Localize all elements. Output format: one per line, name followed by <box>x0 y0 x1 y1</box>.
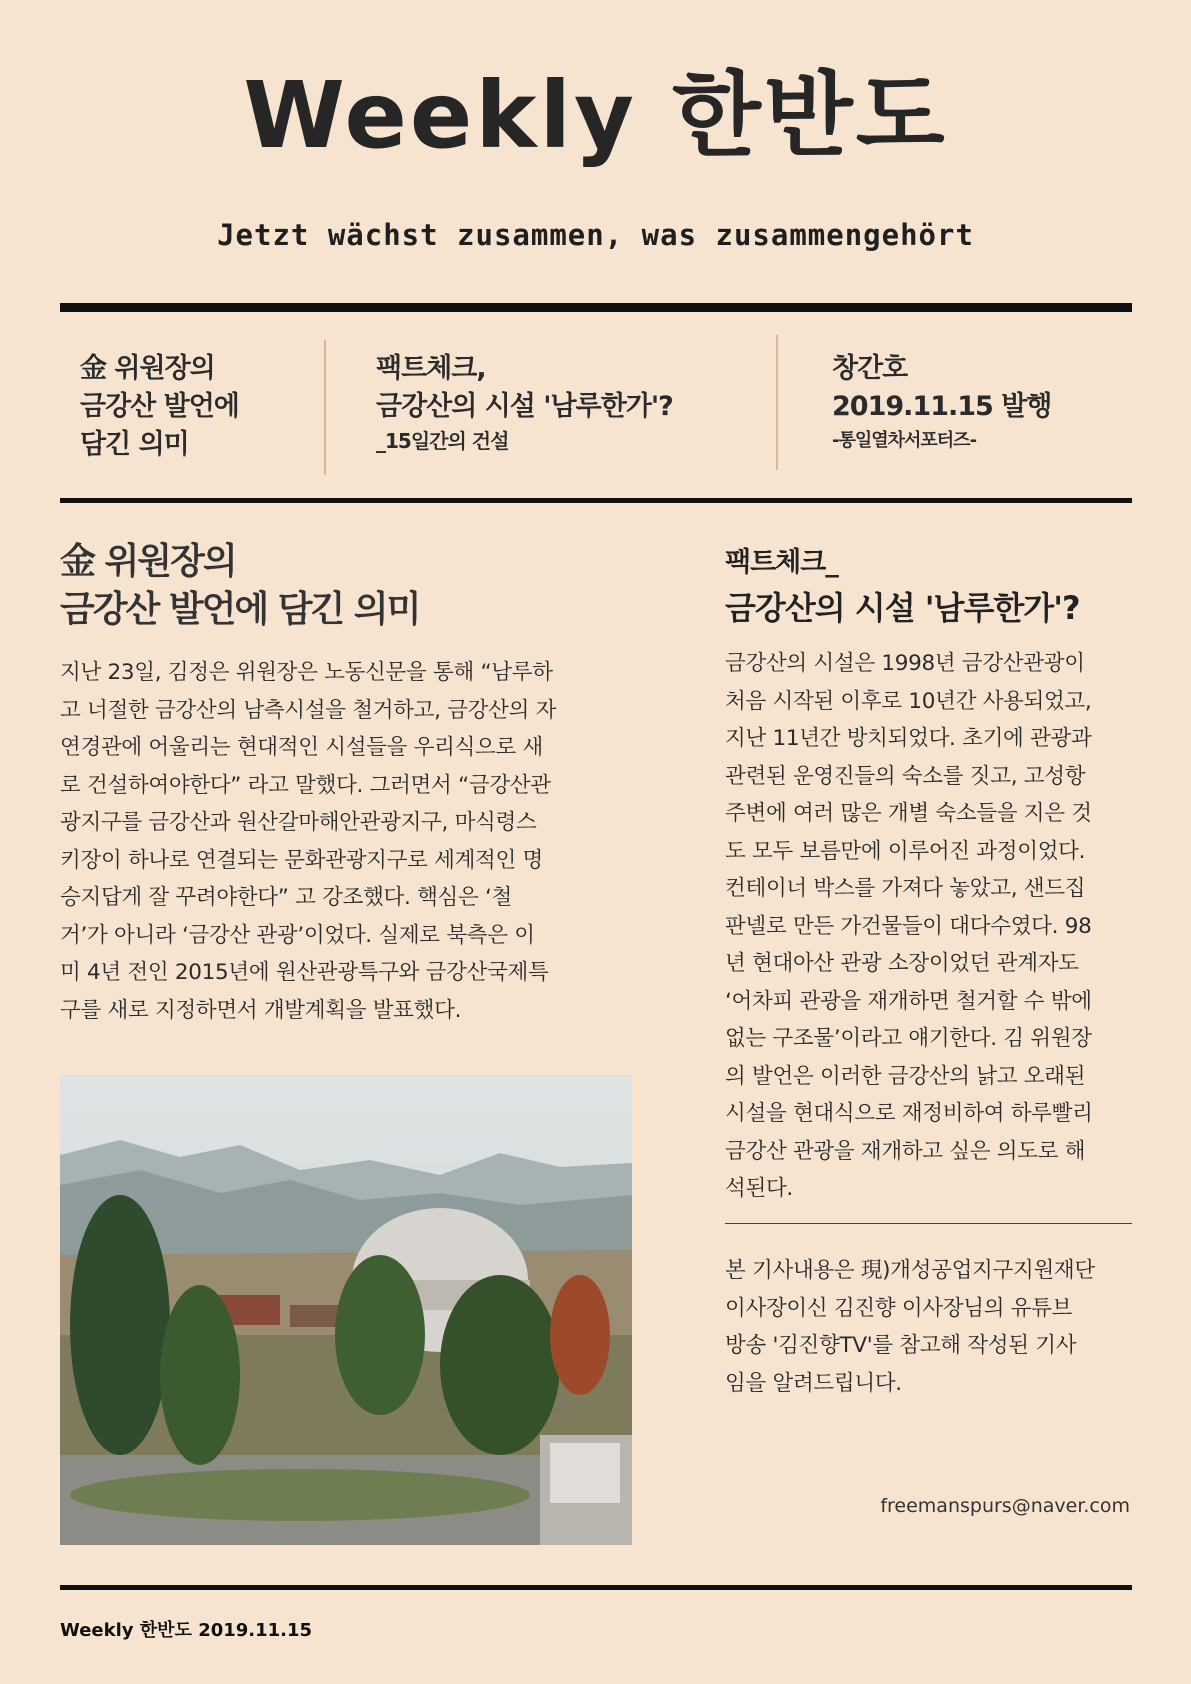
side-article-body-line: 석된다. <box>725 1176 793 1201</box>
main-article-title-line2: 금강산 발언에 담긴 의미 <box>60 589 420 630</box>
side-article-body-line: 없는 구조물’이라고 얘기한다. 김 위원장 <box>725 1026 1092 1051</box>
side-divider <box>725 1223 1132 1224</box>
geumgangsan-photo <box>60 1075 632 1545</box>
header-divider-1 <box>324 340 326 475</box>
side-article-body-line: ‘어차피 관광을 재개하면 철거할 수 밖에 <box>725 988 1092 1014</box>
main-article <box>60 538 632 1029</box>
source-note <box>725 1252 1135 1402</box>
side-article-body-line: 년 현대아산 관광 소장이었던 관계자도 <box>725 951 1079 976</box>
side-article-body-line: 금강산의 시설은 1998년 금강산관광이 <box>725 651 1085 676</box>
header-col-2 <box>376 350 776 456</box>
source-note-line: 이사장이신 김진향 이사장님의 유튜브 <box>725 1295 1073 1321</box>
header-col-1-line2: 금강산 발언에 <box>80 391 239 422</box>
footer-rule <box>60 1585 1132 1590</box>
header-bottom-rule <box>60 498 1132 503</box>
side-article-body-line: 관련된 운영진들의 숙소를 짓고, 고성항 <box>725 763 1086 789</box>
side-article-body-line: 처음 시작된 이후로 10년간 사용되었고, <box>725 688 1092 714</box>
side-article-body-line: 금강산 관광을 재개하고 싶은 의도로 해 <box>725 1138 1086 1164</box>
source-note-line: 본 기사내용은 現)개성공업지구지원재단 <box>725 1258 1095 1283</box>
header-col-3-line1: 창간호 <box>832 353 908 384</box>
side-article-body-line: 도 모두 보름만에 이루어진 과정이었다. <box>725 838 1086 864</box>
header-col-3-line2: 2019.11.15 발행 <box>832 391 1052 422</box>
header-col-1-line1: 金 위원장의 <box>80 353 215 384</box>
header-col-2-line2: 금강산의 시설 '남루한가'? <box>376 391 673 422</box>
side-article-body-line: 주변에 여러 많은 개별 숙소들을 지은 것 <box>725 801 1092 826</box>
main-article-body-line: 거’가 아니라 ‘금강산 관광’이었다. 실제로 북측은 이 <box>60 922 535 948</box>
masthead-title: Weekly 한반도 <box>243 62 948 169</box>
masthead-subtitle: Jetzt wächst zusammen, was zusammengehört <box>217 218 974 252</box>
main-article-body-line: 키장이 하나로 연결되는 문화관광지구로 세계적인 명 <box>60 847 543 873</box>
header-col-2-line3: _15일간의 건설 <box>376 429 509 453</box>
header-col-3-line3: -통일열차서포터즈- <box>832 430 977 451</box>
contact-email: freemanspurs@naver.com <box>880 1495 1130 1517</box>
article-photo <box>60 1075 632 1545</box>
header-col-1 <box>80 350 320 464</box>
side-article-body-line: 지난 11년간 방치되었다. 초기에 관광과 <box>725 726 1092 751</box>
main-article-body <box>60 654 632 1029</box>
side-article <box>725 540 1135 1208</box>
main-article-body-line: 고 너절한 금강산의 남측시설을 철거하고, 금강산의 자 <box>60 697 557 723</box>
side-article-body-line: 시설을 현대식으로 재정비하여 하루빨리 <box>725 1101 1093 1126</box>
source-note-line: 임을 알려드립니다. <box>725 1370 902 1396</box>
main-article-body-line: 광지구를 금강산과 원산갈마해안관광지구, 마식령스 <box>60 810 537 835</box>
main-article-body-line: 로 건설하여야한다” 라고 말했다. 그러면서 “금강산관 <box>60 772 551 798</box>
side-article-kicker: 팩트체크_ <box>725 547 838 578</box>
side-article-body <box>725 645 1135 1208</box>
main-article-body-line: 구를 새로 지정하면서 개발계획을 발표했다. <box>60 997 462 1023</box>
header-col-1-line3: 담긴 의미 <box>80 429 189 460</box>
header-col-3 <box>832 350 1132 456</box>
main-article-body-line: 미 4년 전인 2015년에 원산관광특구와 금강산국제특 <box>60 960 549 985</box>
side-article-body-line: 컨테이너 박스를 가져다 놓았고, 샌드집 <box>725 876 1086 901</box>
header-divider-2 <box>776 335 778 470</box>
side-article-body-line: 판넬로 만든 가건물들이 대다수였다. 98 <box>725 913 1092 939</box>
footer-text: Weekly 한반도 2019.11.15 <box>60 1620 313 1641</box>
main-article-body-line: 연경관에 어울리는 현대적인 시설들을 우리식으로 새 <box>60 735 543 760</box>
main-article-body-line: 승지답게 잘 꾸려야한다” 고 강조했다. 핵심은 ‘철 <box>60 885 513 910</box>
source-note-line: 방송 '김진향TV'를 참고해 작성된 기사 <box>725 1333 1077 1358</box>
main-article-body-line: 지난 23일, 김정은 위원장은 노동신문을 통해 “남루하 <box>60 660 553 685</box>
side-article-title: 금강산의 시설 '남루한가'? <box>725 589 1080 627</box>
header-col-2-line1: 팩트체크, <box>376 353 486 384</box>
side-article-body-line: 의 발언은 이러한 금강산의 낡고 오래된 <box>725 1063 1086 1089</box>
main-article-title-line1: 金 위원장의 <box>60 541 236 582</box>
top-rule <box>60 303 1132 312</box>
